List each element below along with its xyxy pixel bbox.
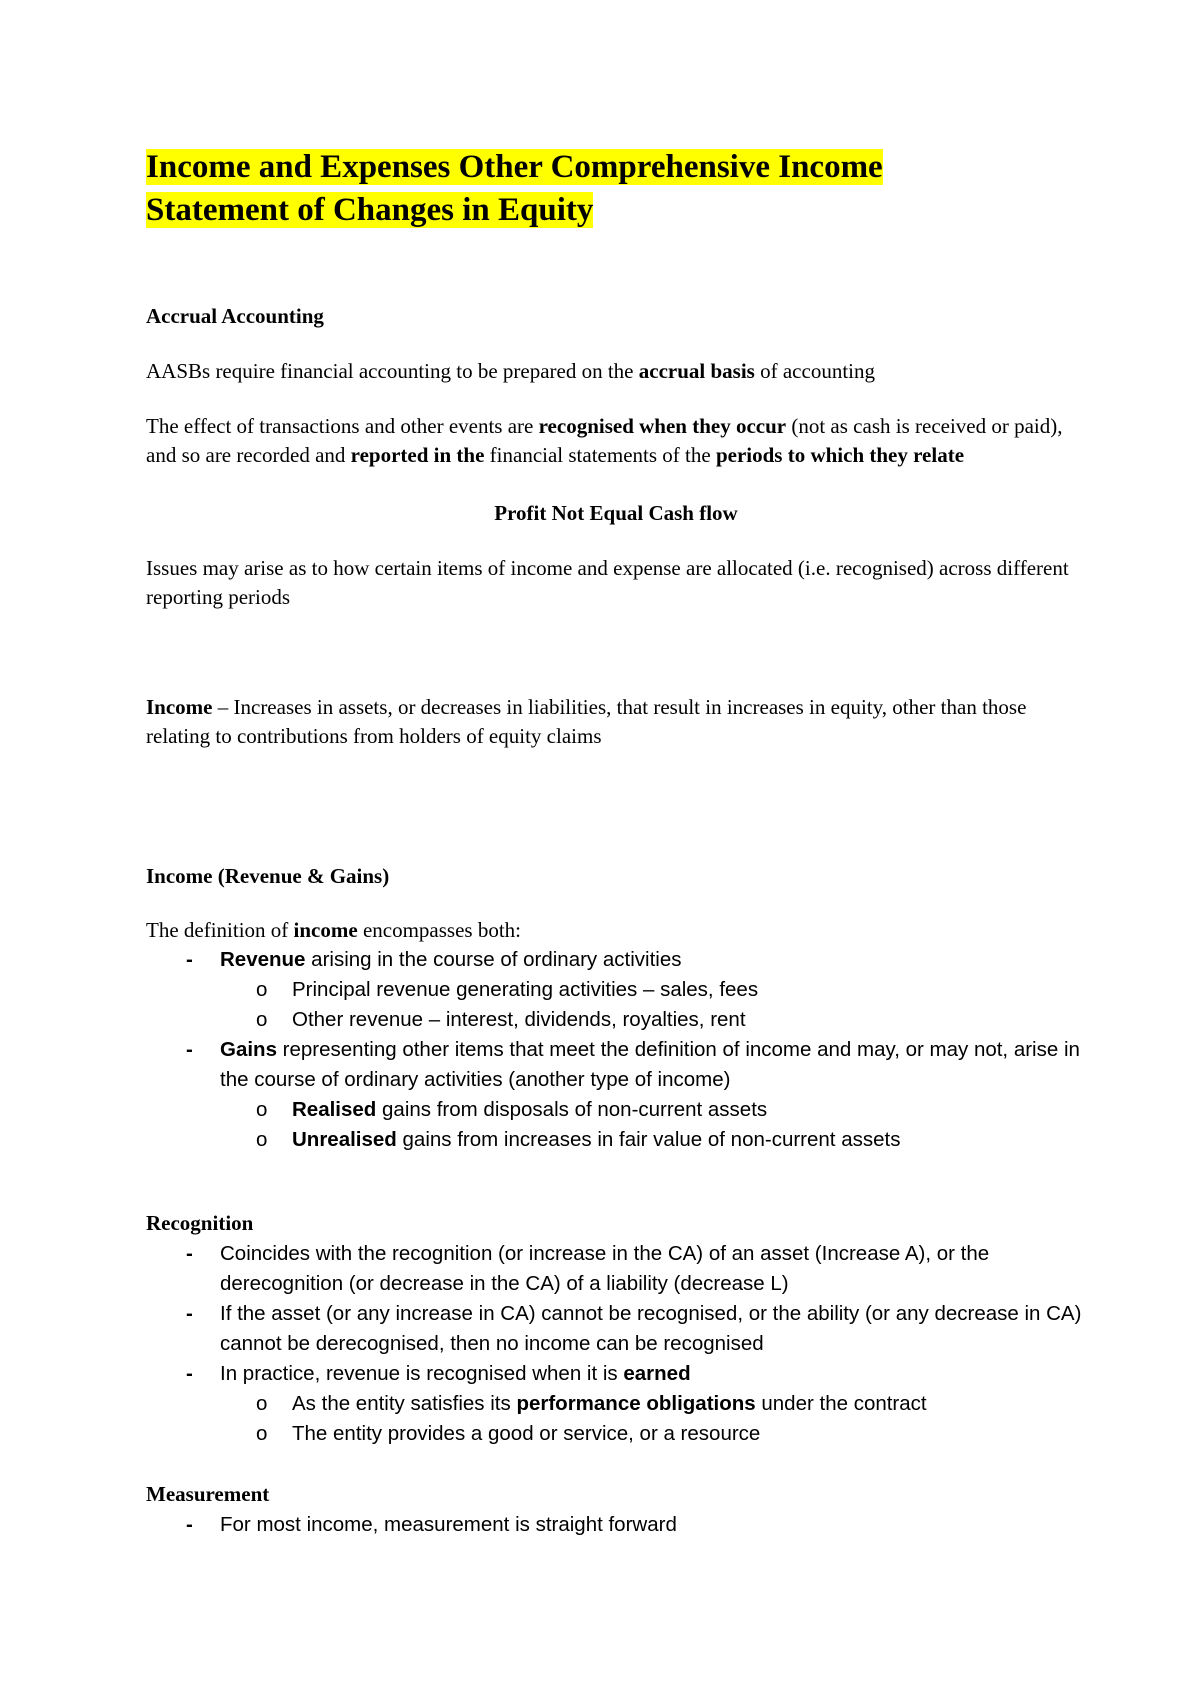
measurement-heading: Measurement [146, 1482, 270, 1506]
list-item: - Revenue arising in the course of ordinary activities [186, 948, 682, 971]
title-line-2: Statement of Changes in Equity [146, 192, 594, 228]
list-item: - In practice, revenue is recognised when it is earned [186, 1362, 691, 1385]
recognition-list [146, 1239, 1086, 1449]
measurement-list [146, 1510, 1086, 1540]
revenue-gains-heading: Income (Revenue & Gains) [146, 864, 390, 888]
list-subitem: o Principal revenue generating activities – sales, fees [256, 978, 759, 1001]
list-item: - Coincides with the recognition (or increase in the CA) of an asset (Increase A), or the derecognition (or decrease in the CA) of a liability (decrease L) [186, 1242, 990, 1295]
list-item: - Gains representing other items that meet the definition of income and may, or may not, arise in the course of ordinary activities (another type of income) [186, 1038, 1080, 1091]
accrual-heading: Accrual Accounting [146, 304, 324, 328]
income-definition: Income – Increases in assets, or decreases in liabilities, that result in increases in equity, other than those relating to contributions from holders of equity claims [146, 695, 1027, 748]
accrual-paragraph-3: Issues may arise as to how certain items of income and expense are allocated (i.e. recognised) across different reporting periods [146, 556, 1069, 609]
list-subitem: o The entity provides a good or service, or a resource [256, 1422, 761, 1445]
list-subitem: o Other revenue – interest, dividends, royalties, rent [256, 1008, 746, 1031]
title-line-1: Income and Expenses Other Comprehensive Income [146, 149, 883, 185]
list-item: - If the asset (or any increase in CA) cannot be recognised, or the ability (or any decrease in CA) cannot be derecognised, then no income can be recognised [186, 1302, 1082, 1355]
profit-not-cash-note: Profit Not Equal Cash flow [494, 501, 738, 525]
list-subitem: o Realised gains from disposals of non-current assets [256, 1098, 768, 1121]
accrual-paragraph-2: The effect of transactions and other events are recognised when they occur (not as cash is received or paid), and so are recorded and reported in the financial statements of the periods to which they relate [146, 414, 1063, 467]
list-subitem: o Unrealised gains from increases in fair value of non-current assets [256, 1128, 901, 1151]
income-components-list [146, 945, 1086, 1155]
document-title [146, 146, 1086, 232]
income-intro: The definition of income encompasses both: [146, 918, 522, 942]
recognition-heading: Recognition [146, 1211, 254, 1235]
list-item: - For most income, measurement is straight forward [186, 1513, 677, 1536]
accrual-paragraph-1: AASBs require financial accounting to be prepared on the accrual basis of accounting [146, 359, 875, 383]
list-subitem: o As the entity satisfies its performance obligations under the contract [256, 1392, 927, 1415]
